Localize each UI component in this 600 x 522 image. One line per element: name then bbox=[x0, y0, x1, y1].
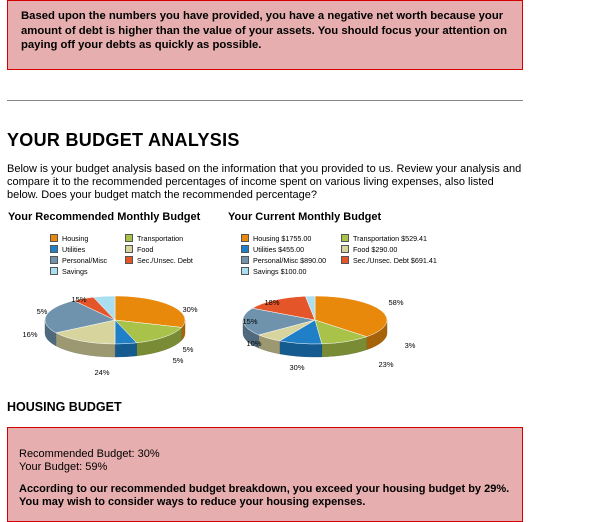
recommended-pie-side-utilities bbox=[115, 343, 137, 357]
recommended-legend-sec-unsec-debt bbox=[125, 255, 193, 266]
housing-your-budget: Your Budget: 59% bbox=[19, 460, 108, 473]
recommended-legend-swatch-food bbox=[125, 245, 133, 253]
current-legend-utilities bbox=[241, 244, 304, 255]
housing-budget-alert bbox=[7, 427, 523, 522]
current-legend-swatch-savings bbox=[241, 267, 249, 275]
networth-alert-message: Based upon the numbers you have provided, you have a negative net worth because your amount of debt is higher than the value of your assets. You should focus your attention on paying off your debts as quickly as possible. bbox=[21, 10, 508, 51]
recommended-pie-label-transportation: 15% bbox=[71, 295, 87, 304]
recommended-legend-label-personal-misc: Personal/Misc bbox=[62, 256, 108, 265]
recommended-budget-pie bbox=[22, 295, 197, 377]
recommended-pie-label-savings: 5% bbox=[182, 345, 194, 354]
recommended-legend-swatch-sec-unsec-debt bbox=[125, 256, 133, 264]
recommended-legend-label-transportation: Transportation bbox=[137, 234, 184, 243]
current-legend-swatch-transportation bbox=[341, 234, 349, 242]
housing-recommended-budget: Recommended Budget: 30% bbox=[19, 448, 160, 460]
recommended-legend-swatch-savings bbox=[50, 267, 58, 275]
housing-budget-heading: HOUSING BUDGET bbox=[7, 400, 122, 414]
current-legend-transportation bbox=[341, 233, 427, 244]
recommended-legend-swatch-personal-misc bbox=[50, 256, 58, 264]
current-legend-label-food: Food $290.00 bbox=[353, 245, 398, 254]
recommended-legend-savings bbox=[50, 266, 88, 277]
recommended-legend-label-utilities: Utilities bbox=[62, 245, 86, 254]
current-legend-swatch-housing bbox=[241, 234, 249, 242]
recommended-legend-label-sec-unsec-debt: Sec./Unsec. Debt bbox=[137, 256, 193, 265]
recommended-legend-label-savings: Savings bbox=[62, 267, 88, 276]
current-legend-personal-misc bbox=[241, 255, 326, 266]
housing-budget-message: According to our recommended budget breakdown, you exceed your housing budget by 29%. You may wish to consider ways to reduce your housing expenses. bbox=[19, 483, 510, 508]
current-legend-label-personal-misc: Personal/Misc $890.00 bbox=[253, 256, 327, 265]
current-legend-food bbox=[341, 244, 397, 255]
recommended-legend-food bbox=[125, 244, 153, 255]
recommended-pie-label-housing: 30% bbox=[182, 305, 198, 314]
current-legend-swatch-sec-unsec-debt bbox=[341, 256, 349, 264]
recommended-pie-label-food: 16% bbox=[22, 330, 38, 339]
recommended-legend-swatch-housing bbox=[50, 234, 58, 242]
networth-alert bbox=[7, 0, 523, 70]
current-pie-label-sec-unsec-debt: 23% bbox=[378, 360, 394, 369]
recommended-legend-personal-misc bbox=[50, 255, 107, 266]
recommended-legend-utilities bbox=[50, 244, 85, 255]
current-pie-label-housing: 58% bbox=[388, 298, 404, 307]
budget-analysis-intro: Below is your budget analysis based on the information that you provided to us. Review your analysis and compare it to the recommended percentages of income spent on various living expenses, also listed below. Does your budget match the recommended percentage? bbox=[7, 163, 522, 201]
current-legend-label-transportation: Transportation $529.41 bbox=[353, 234, 428, 243]
recommended-pie-label-personal-misc: 24% bbox=[94, 368, 110, 377]
current-legend-sec-unsec-debt bbox=[341, 255, 437, 266]
current-legend-swatch-utilities bbox=[241, 245, 249, 253]
recommended-legend-swatch-transportation bbox=[125, 234, 133, 242]
recommended-legend-label-food: Food bbox=[137, 245, 154, 254]
current-pie-label-transportation: 18% bbox=[264, 298, 280, 307]
recommended-budget-title: Your Recommended Monthly Budget bbox=[8, 211, 201, 223]
current-legend-savings bbox=[241, 266, 307, 277]
recommended-pie-label-utilities: 5% bbox=[36, 307, 48, 316]
current-legend-swatch-personal-misc bbox=[241, 256, 249, 264]
current-pie-label-utilities: 15% bbox=[242, 317, 258, 326]
recommended-legend-transportation bbox=[125, 233, 183, 244]
current-pie-label-food: 10% bbox=[246, 339, 262, 348]
recommended-legend-housing bbox=[50, 233, 88, 244]
current-legend-housing bbox=[241, 233, 311, 244]
recommended-pie-label-sec-unsec-debt: 5% bbox=[172, 356, 184, 365]
current-budget-title: Your Current Monthly Budget bbox=[228, 211, 382, 223]
current-budget-pie bbox=[242, 296, 415, 372]
recommended-legend-swatch-utilities bbox=[50, 245, 58, 253]
current-legend-label-sec-unsec-debt: Sec./Unsec. Debt $691.41 bbox=[353, 256, 437, 265]
current-pie-label-savings: 3% bbox=[404, 341, 416, 350]
budget-analysis-heading: YOUR BUDGET ANALYSIS bbox=[7, 130, 240, 150]
current-pie-label-personal-misc: 30% bbox=[289, 363, 305, 372]
recommended-legend-label-housing: Housing bbox=[62, 234, 89, 243]
current-legend-label-savings: Savings $100.00 bbox=[253, 267, 307, 276]
current-legend-label-utilities: Utilities $455.00 bbox=[253, 245, 305, 254]
current-legend-swatch-food bbox=[341, 245, 349, 253]
current-legend-label-housing: Housing $1755.00 bbox=[253, 234, 312, 243]
section-divider bbox=[7, 100, 523, 101]
budget-pie-charts bbox=[0, 290, 600, 380]
